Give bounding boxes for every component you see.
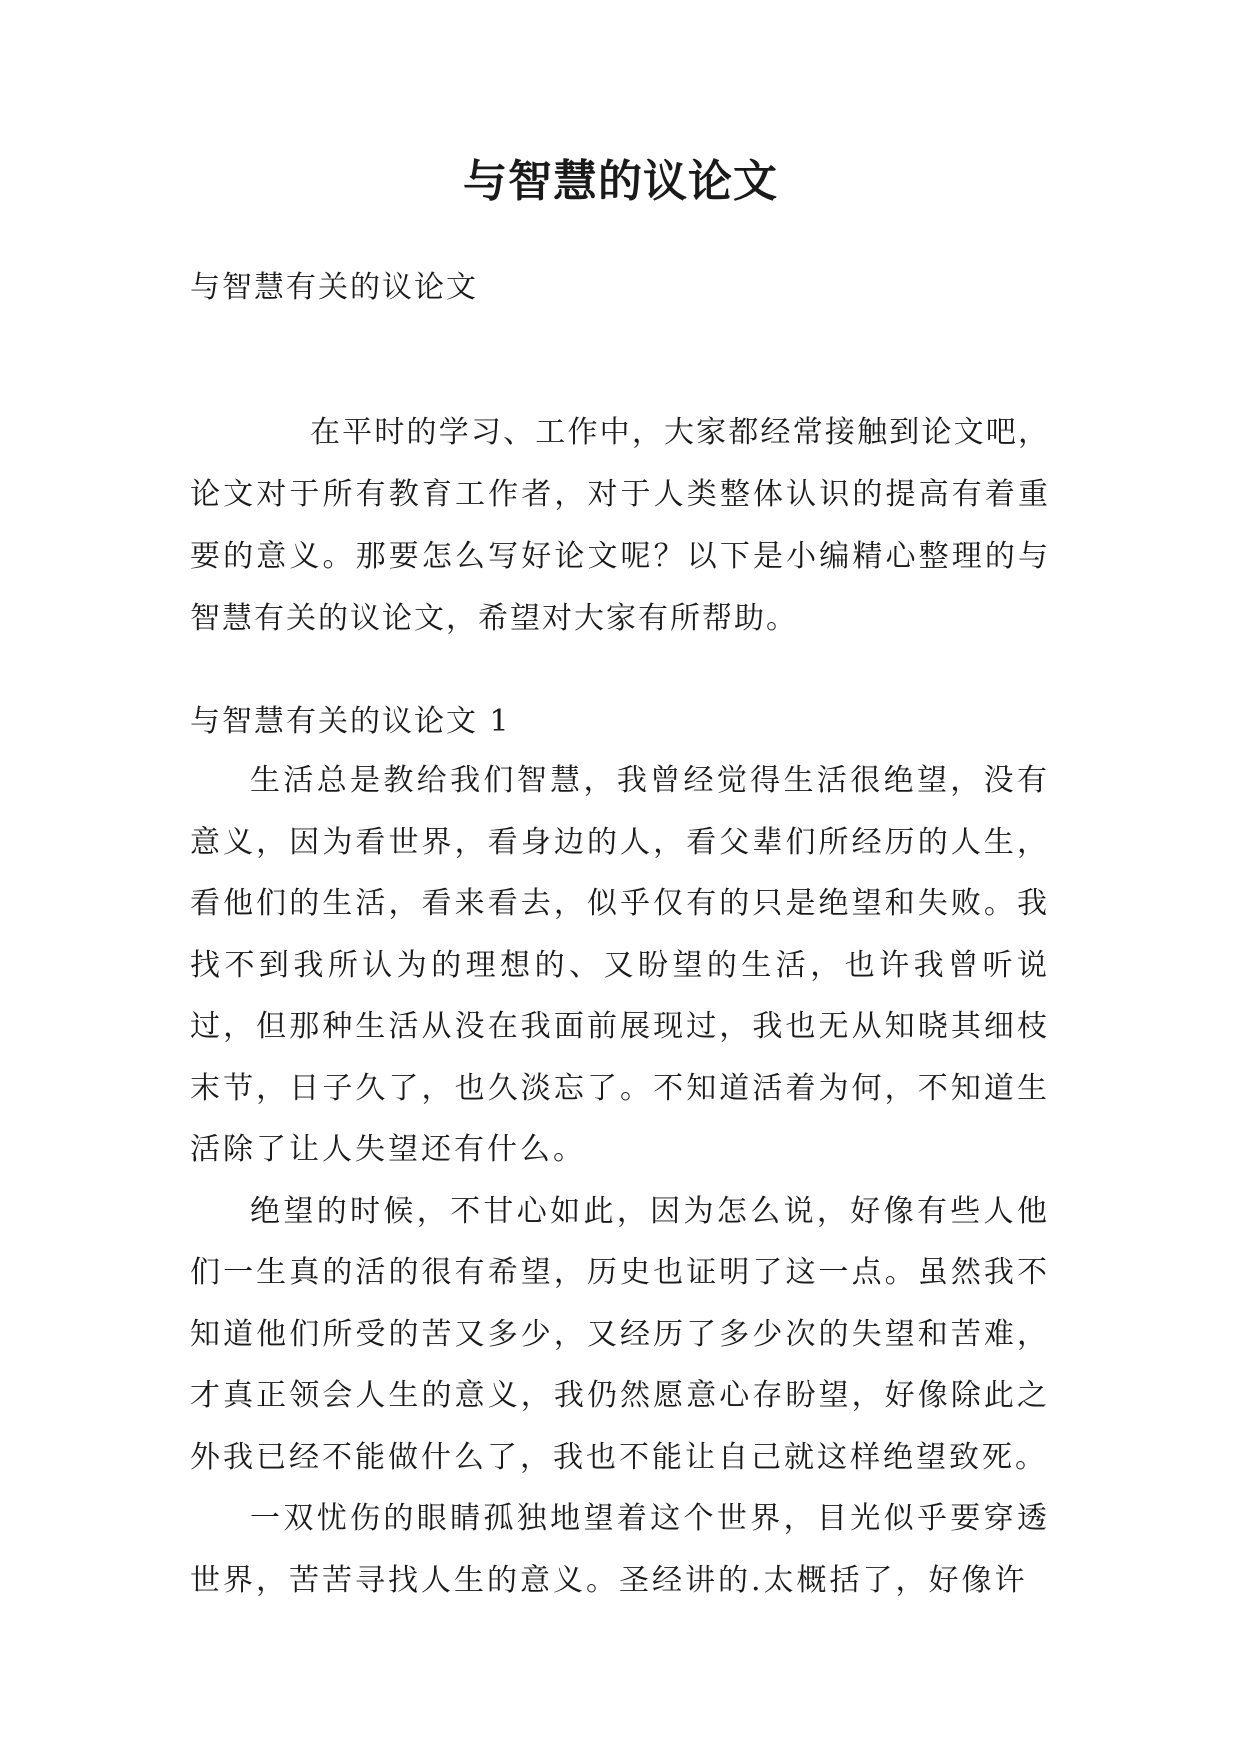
body-paragraph: 生活总是教给我们智慧，我曾经觉得生活很绝望，没有意义，因为看世界，看身边的人，看父辈们所经历的人生，看他们的生活，看来看去，似乎仅有的只是绝望和失败。我找不到我所认为的理想的、又盼望的生活，也许我曾听说过，但那种生活从没在我面前展现过，我也无从知晓其细枝末节，日子久了，也久淡忘了。不知道活着为何，不知道生活除了让人失望还有什么。 xyxy=(190,763,1050,1167)
intro-paragraph: 在平时的学习、工作中，大家都经常接触到论文吧，论文对于所有教育工作者，对于人类整体认识的提高有着重要的意义。那要怎么写好论文呢？以下是小编精心整理的与智慧有关的议论文，希望对大家有所帮助。 xyxy=(190,415,1050,636)
document-title: 与智慧的议论文 xyxy=(463,156,778,207)
body-paragraph: 一双忧伤的眼睛孤独地望着这个世界，目光似乎要穿透世界，苦苦寻找人生的意义。圣经讲的.太概括了，好像许 xyxy=(190,1501,1050,1598)
section-heading: 与智慧有关的议论文 1 xyxy=(190,704,511,739)
document-subtitle: 与智慧有关的议论文 xyxy=(190,270,478,305)
section-body xyxy=(190,750,1050,1611)
body-paragraph: 绝望的时候，不甘心如此，因为怎么说，好像有些人他们一生真的活的很有希望，历史也证明了这一点。虽然我不知道他们所受的苦又多少，又经历了多少次的失望和苦难，才真正领会人生的意义，我仍然愿意心存盼望，好像除此之外我已经不能做什么了，我也不能让自己就这样绝望致死。 xyxy=(190,1193,1050,1475)
